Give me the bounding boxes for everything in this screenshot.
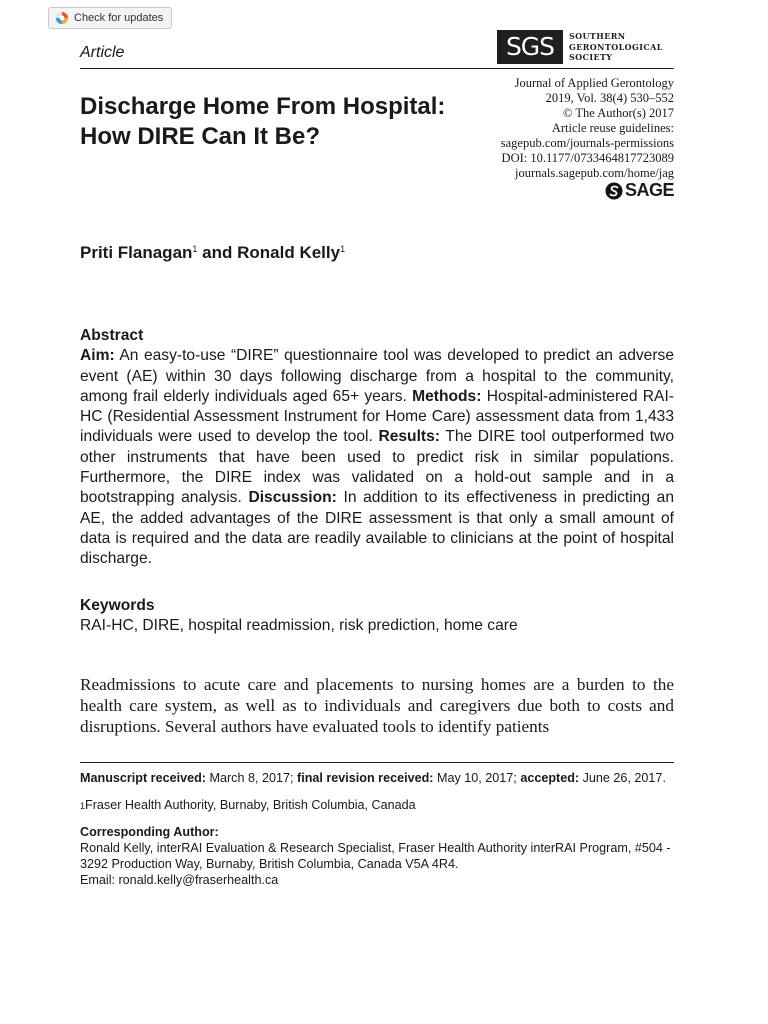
keywords-section — [80, 596, 674, 636]
society-name-line: GERONTOLOGICAL — [569, 41, 663, 52]
methods-label: Methods: — [412, 387, 482, 405]
affiliation-text: Fraser Health Authority, Burnaby, British Columbia, Canada — [85, 798, 416, 812]
results-label: Results: — [378, 428, 440, 446]
keywords-heading: Keywords — [80, 597, 155, 614]
sage-swirl-icon — [605, 182, 623, 200]
doi-line[interactable]: DOI: 10.1177/0733464817723089 — [501, 151, 674, 165]
results-text: The DIRE tool outperformed two other instruments that have been used to predict risk in similar populations. Furthermore, the DIRE index was validated on a hold-out sample and in a bootstrapping analysis. — [80, 428, 674, 507]
manuscript-dates — [80, 770, 674, 786]
reuse-guidelines-label: Article reuse guidelines: — [551, 121, 674, 135]
body-paragraph: Readmissions to acute care and placements to nursing homes are a burden to the health care system, as well as to individuals and caregivers due both to costs and disruptions. Several authors have evaluated tools to identify patients — [80, 675, 674, 736]
society-name-line: SOUTHERN — [569, 31, 626, 41]
aim-text: An easy-to-use “DIRE” questionnaire tool was developed to predict an adverse event (AE) within 30 days following discharge from a hospital to the community, among frail elderly individuals aged 65+ years. — [80, 347, 674, 405]
society-name-line: SOCIETY — [569, 52, 613, 62]
author-list — [80, 243, 345, 263]
revision-label: final revision received: — [297, 771, 434, 785]
affiliation-footnote — [80, 797, 674, 813]
check-updates-label: Check for updates — [74, 12, 164, 24]
author-conjunction: and — [197, 243, 238, 262]
corresponding-label: Corresponding Author: — [80, 825, 219, 839]
footnote-divider — [80, 762, 674, 763]
aim-label: Aim: — [80, 347, 115, 365]
corresponding-address: Ronald Kelly, interRAI Evaluation & Research Specialist, Fraser Health Authority interRAI Program, #504 - 3292 Production Way, Burnaby, British Columbia, Canada V5A 4R4. — [80, 841, 671, 871]
copyright-line: © The Author(s) 2017 — [563, 106, 674, 120]
keywords-list: RAI-HC, DIRE, hospital readmission, risk prediction, home care — [80, 617, 518, 634]
discussion-label: Discussion: — [248, 489, 337, 507]
corresponding-author — [80, 824, 674, 840]
revision-date: May 10, 2017; — [433, 771, 521, 785]
accepted-label: accepted: — [520, 771, 580, 785]
society-name — [569, 31, 679, 63]
abstract-section — [80, 326, 674, 570]
publisher-name: SAGE — [624, 180, 674, 200]
discussion-text: In addition to its effectiveness in predicting an AE, the added advantages of the DIRE assessment is that only a small amount of data is required and the data are readily available to clinicians at the point of hospital discharge. — [80, 489, 674, 568]
affiliation-marker: 1 — [340, 244, 346, 254]
journal-info — [501, 76, 674, 181]
author-name[interactable]: Ronald Kelly — [237, 243, 341, 262]
header-divider — [80, 68, 674, 69]
section-label: Article — [80, 44, 125, 61]
publisher-logo — [605, 180, 674, 201]
journal-home-link[interactable]: journals.sagepub.com/home/jag — [515, 166, 674, 180]
society-logo — [497, 30, 677, 66]
sgs-logo-letters: SGS — [505, 32, 555, 61]
corresponding-email[interactable]: Email: ronald.kelly@fraserhealth.ca — [80, 873, 279, 887]
abstract-body — [80, 346, 674, 569]
abstract-heading: Abstract — [80, 327, 144, 344]
check-for-updates-button[interactable] — [48, 7, 172, 29]
methods-text: Hospital-administered RAI-HC (Residential Assessment Instrument for Home Care) assessment data from 1,433 individuals were used to develop the tool. — [80, 387, 674, 446]
received-label: Manuscript received: — [80, 771, 206, 785]
journal-name: Journal of Applied Gerontology — [514, 76, 674, 90]
affiliation-marker: 1 — [192, 244, 198, 254]
permissions-link[interactable]: sagepub.com/journals-permissions — [500, 136, 674, 150]
accepted-date: June 26, 2017. — [579, 771, 666, 785]
check-updates-icon — [55, 11, 69, 25]
affiliation-marker: 1 — [80, 801, 86, 811]
received-date: March 8, 2017; — [205, 771, 297, 785]
author-name[interactable]: Priti Flanagan — [80, 243, 193, 262]
article-title: Discharge Home From Hospital: How DIRE Can It Be? — [80, 93, 446, 150]
footnotes — [80, 770, 674, 888]
journal-volume: 2019, Vol. 38(4) 530–552 — [545, 91, 674, 105]
